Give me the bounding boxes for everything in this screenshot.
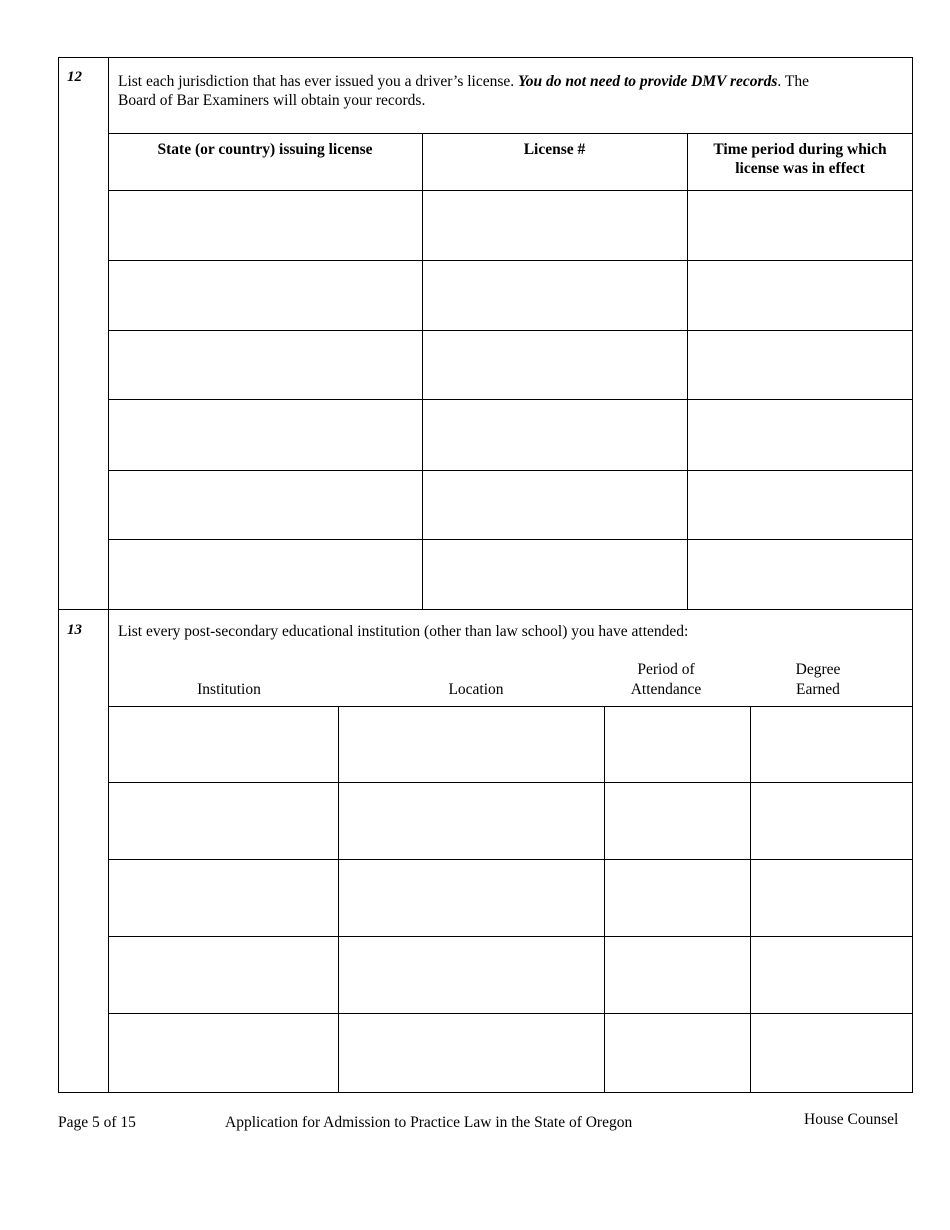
q12-row-6-state-cell[interactable]: [109, 540, 422, 609]
q12-row-1-license-cell[interactable]: [423, 191, 687, 260]
footer-page-number: Page 5 of 15: [58, 1114, 136, 1131]
q12-header-time-period: [687, 140, 913, 178]
q12-row-3-license-cell[interactable]: [423, 331, 687, 399]
q12-row-4-period-cell[interactable]: [688, 400, 913, 470]
q12-header-license-number: License #: [523, 141, 586, 158]
q13-row-5-location-cell[interactable]: [339, 1014, 604, 1093]
question-12-text: [118, 72, 903, 110]
q13-header-location: Location: [448, 681, 504, 698]
q12-header-time-period-line1: Time period during which: [713, 141, 887, 158]
section-divider: [58, 609, 913, 610]
q13-header-degree: [758, 660, 878, 700]
q12-row-1-period-cell[interactable]: [688, 191, 913, 260]
q13-row-2-degree-cell[interactable]: [751, 783, 913, 859]
q13-row-5-institution-cell[interactable]: [109, 1014, 338, 1093]
q13-row-2-location-cell[interactable]: [339, 783, 604, 859]
q12-row-5-period-cell[interactable]: [688, 471, 913, 539]
q13-row-5-degree-cell[interactable]: [751, 1014, 913, 1093]
q12-row-2-period-cell[interactable]: [688, 261, 913, 330]
q12-row-1-state-cell[interactable]: [109, 191, 422, 260]
q12-row-4-state-cell[interactable]: [109, 400, 422, 470]
q13-row-4-period-cell[interactable]: [605, 937, 750, 1013]
q12-header-time-period-line2: license was in effect: [735, 160, 865, 177]
q12-row-5-license-cell[interactable]: [423, 471, 687, 539]
q13-row-3-period-cell[interactable]: [605, 860, 750, 936]
q13-header-institution: Institution: [197, 681, 261, 698]
q13-row-1-institution-cell[interactable]: [109, 707, 338, 782]
q13-row-4-location-cell[interactable]: [339, 937, 604, 1013]
q12-row-2-state-cell[interactable]: [109, 261, 422, 330]
q13-header-period-line1: Period of: [637, 661, 695, 678]
q13-row-3-location-cell[interactable]: [339, 860, 604, 936]
q13-row-1-degree-cell[interactable]: [751, 707, 913, 782]
q13-row-4-degree-cell[interactable]: [751, 937, 913, 1013]
q12-row-3-period-cell[interactable]: [688, 331, 913, 399]
question-12-text-line2: Board of Bar Examiners will obtain your records.: [118, 92, 426, 109]
q12-table-top: [108, 133, 913, 134]
q13-row-1-period-cell[interactable]: [605, 707, 750, 782]
q13-row-2-institution-cell[interactable]: [109, 783, 338, 859]
q13-row-1-location-cell[interactable]: [339, 707, 604, 782]
question-12-number: 12: [67, 69, 82, 85]
question-12-text-plain: List each jurisdiction that has ever issued you a driver’s license.: [118, 73, 519, 90]
question-12-text-tail: . The: [777, 73, 809, 90]
q12-row-6-license-cell[interactable]: [423, 540, 687, 609]
q12-row-5-state-cell[interactable]: [109, 471, 422, 539]
footer-document-title: Application for Admission to Practice Law in the State of Oregon: [225, 1114, 633, 1131]
q13-row-3-institution-cell[interactable]: [109, 860, 338, 936]
footer-form-type: House Counsel: [804, 1111, 899, 1128]
q13-row-2-period-cell[interactable]: [605, 783, 750, 859]
question-12-text-emphasis: You do not need to provide DMV records: [518, 73, 778, 90]
q13-header-degree-line1: Degree: [795, 661, 841, 678]
q12-row-6-period-cell[interactable]: [688, 540, 913, 609]
q12-row-3-state-cell[interactable]: [109, 331, 422, 399]
q13-row-5-period-cell[interactable]: [605, 1014, 750, 1093]
q13-header-period-line2: Attendance: [630, 681, 702, 698]
q13-header-period: [596, 660, 736, 700]
q12-header-state: State (or country) issuing license: [157, 141, 373, 158]
q13-header-degree-line2: Earned: [796, 681, 840, 698]
q13-row-4-institution-cell[interactable]: [109, 937, 338, 1013]
q12-row-4-license-cell[interactable]: [423, 400, 687, 470]
q12-row-2-license-cell[interactable]: [423, 261, 687, 330]
q13-row-3-degree-cell[interactable]: [751, 860, 913, 936]
question-13-number: 13: [67, 622, 82, 638]
question-13-text: List every post-secondary educational institution (other than law school) you have attended:: [118, 623, 689, 640]
